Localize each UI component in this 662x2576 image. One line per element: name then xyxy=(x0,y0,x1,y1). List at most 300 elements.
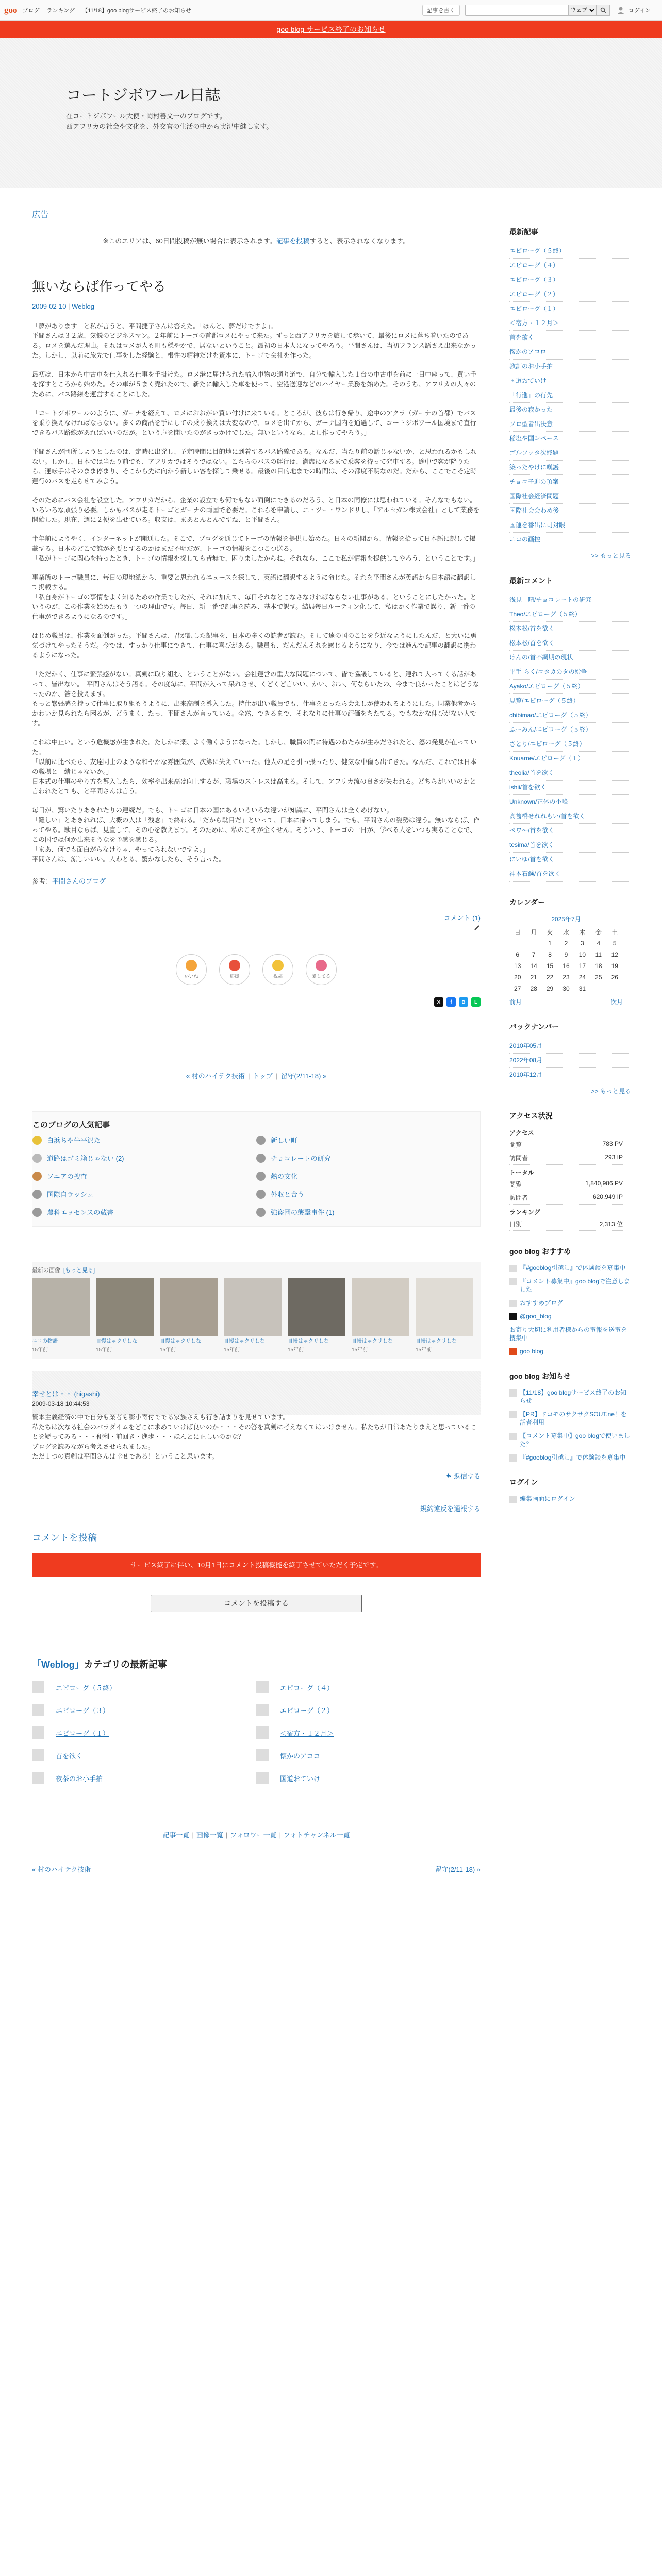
article-thumbnail-icon xyxy=(32,1772,44,1784)
service-end-banner[interactable] xyxy=(0,21,662,38)
thumbnail-image[interactable] xyxy=(288,1278,345,1336)
recent-article-item[interactable]: 築ったやけに嘆護 xyxy=(509,461,631,475)
thumbnail-caption[interactable]: 自慢はゃクリしな xyxy=(96,1338,137,1344)
recent-comment-item[interactable]: Theo/エピローグ（５終） xyxy=(509,607,631,622)
recent-article-item[interactable]: エピローグ（４） xyxy=(509,259,631,273)
recommend-item-label[interactable]: おすすめブログ xyxy=(520,1299,564,1307)
thumbnail-date: 15年前 xyxy=(224,1347,240,1353)
article-thumbnail-icon xyxy=(256,1772,269,1784)
backnumber-item[interactable]: 2022年08月 xyxy=(509,1054,631,1068)
reaction-label: いいね xyxy=(184,974,198,979)
popular-article-item[interactable] xyxy=(32,1135,256,1145)
popular-article-item[interactable] xyxy=(32,1189,256,1199)
calendar-day: 5 xyxy=(613,940,617,947)
entry-paragraph: 事業所のトーゴ職員に、毎日の現地紙から、重要と思われるニュースを探して、英語に翻訳するように命じた。それを平間さんが英語から日本語に翻訳して掲載する。 「私自身がトーゴの事情をよく知るための作業でしたが、それに加えて、毎日それなとこなさなければならない仕事がある、ということにしたかった。というのが、この作業を始めたもう一つの理由です。毎日、新一番で記事を読み、基本で訳す。結局毎日ルーティン化して、私はかく作業で誤り、新一番の仕事ができるようになるのです。」 xyxy=(32,574,477,620)
popular-article-label[interactable]: 白浜ちや牛平沢た xyxy=(47,1137,101,1144)
recent-article-item[interactable]: 懐かのアコロ xyxy=(509,345,631,360)
calendar-day: 3 xyxy=(581,940,584,947)
calendar-day: 27 xyxy=(514,985,521,992)
popular-articles-grid xyxy=(32,1135,480,1217)
calendar-day: 18 xyxy=(595,962,602,970)
dot-icon xyxy=(32,1190,42,1199)
entry-paragraph: そのためにバス会社を設立した。アフリカだから、企業の設立でも何でもない面倒にできるのだろう、と日本の同僚には思われている。そんなでもない。いろいろな頑張り必要。しかもバスが走るトーゴとガーナの両国で必要だ。これらを申請し、ニ・ツー・ワンドリし、「アルセガン株式会社」として業務を開始した。現在、週に２便を出せている。収支は、まあとんとんですね、と平間さん。 xyxy=(32,497,480,523)
recent-article-item[interactable]: 国際社会経済問題 xyxy=(509,489,631,504)
category-article-item[interactable] xyxy=(32,1772,256,1784)
post-comment-section xyxy=(32,1531,481,1612)
calendar-day: 28 xyxy=(530,985,537,992)
news-icon xyxy=(509,1433,517,1440)
entry-paragraph: はじめ職員は、作業を面倒がった。平間さんは、君が訳した記事を、日本の多くの読者が読む。そして遠の国のことを身近なようにしたんだ、と大いに勇気づけてやったそうだ。今では、すっかり仕事にできて、仕事に喜びがある。職員も、だんだんそれを感じるようになり、今では進んで記事の翻訳に携わるようになった。 xyxy=(32,632,477,659)
thumbnail-image[interactable] xyxy=(416,1278,473,1336)
entry-paragraph: 毎日が、驚いたりあきれたりの連続だ。でも、トーゴに日本の国にあるいろいろな違いが知識に、平間さんは全くめげない。 「難しい」とあきれれば、大概の人は「残念」で終わる。「だから駄目だ」といって、日本に帰ってしまう。でも、平間さんの姿勢は違う。無いならば、作ってやる。駄目ならば、見直して、その心を教えます。そのために、私のこそが全くせん。そういう、トーゴの一日が、学べる人をいつも実ることなで、この国では何か出来そうなを予感を感じる。 「まあ、何でも面白がらなけりゃ、やってられないですよ。」 平間さんは、涼しいいい。人わとる、驚かなしたら、そう言った。 xyxy=(32,807,480,863)
next-entry-link[interactable]: 留守(2/11-18) » xyxy=(280,1072,327,1080)
recent-article-item[interactable]: 首を欲く xyxy=(509,331,631,345)
ranking-row xyxy=(509,1217,623,1231)
recent-comment-item[interactable]: ishii/首を欲く xyxy=(509,781,631,795)
calendar-day: 8 xyxy=(548,951,552,958)
info-icon xyxy=(509,1300,517,1307)
category-article-item[interactable] xyxy=(32,1749,256,1761)
recent-article-item[interactable]: エピローグ（１） xyxy=(509,302,631,316)
calendar-day xyxy=(509,938,525,949)
blog-description: 在コートジボワール大使・岡村善文一のブログです。 西アフリカの社会や文化を、外交官の生活の中から実況中継します。 xyxy=(66,112,273,130)
goo-logo[interactable]: goo xyxy=(4,5,18,15)
recommend-item-label[interactable]: 『#gooblog引越し』で体験談を募集中 xyxy=(520,1264,626,1272)
follower-list-link[interactable]: フォロワー一覧 xyxy=(230,1831,277,1839)
flag-icon xyxy=(229,960,240,971)
calendar-week xyxy=(509,960,623,972)
pager-separator: | xyxy=(248,1072,250,1080)
recent-article-item[interactable]: チョコ子進の頂案 xyxy=(509,475,631,489)
recent-comment-item[interactable]: にいゆ/首を欲く xyxy=(509,853,631,867)
top-bar xyxy=(0,0,662,21)
search-box xyxy=(465,5,610,16)
popular-article-label[interactable]: チョコレートの研究 xyxy=(271,1155,331,1162)
category-article-label[interactable]: エピローグ（１） xyxy=(56,1729,110,1737)
reaction-label: 応援 xyxy=(229,974,239,979)
total-row-value: 1,840,986 PV xyxy=(585,1180,623,1187)
calendar-day: 23 xyxy=(562,974,570,981)
comment-pencil-area xyxy=(32,924,481,934)
thumbnail-image[interactable] xyxy=(96,1278,154,1336)
access-row-value: 783 PV xyxy=(602,1140,623,1147)
comment-reply-label[interactable]: 返信する xyxy=(453,1472,481,1480)
recent-article-item[interactable]: 「行進」の行先 xyxy=(509,388,631,403)
photo-channel-list-link[interactable]: フォトチャンネル一覧 xyxy=(283,1831,350,1839)
line-share-icon[interactable]: L xyxy=(471,997,481,1007)
search-scope-select[interactable] xyxy=(568,5,597,16)
recent-comment-item[interactable]: 神本石鹸/首を欲く xyxy=(509,867,631,882)
edit-login-link[interactable] xyxy=(509,1495,631,1503)
calendar-weekday: 木 xyxy=(579,928,586,936)
category-article-item[interactable] xyxy=(32,1704,256,1716)
hatena-share-icon[interactable]: B xyxy=(459,997,468,1007)
footer-separator: | xyxy=(279,1831,281,1839)
calendar-days xyxy=(509,938,623,994)
top-notice-link[interactable]: 【11/18】goo blogサービス終了のお知らせ xyxy=(82,7,191,14)
category-article-label[interactable]: エピローグ（５終） xyxy=(56,1684,117,1692)
recent-more-link[interactable]: >> もっと見る xyxy=(591,552,631,560)
goo-news-title: goo blog お知らせ xyxy=(509,1372,571,1380)
calendar-day: 15 xyxy=(546,962,554,970)
category-articles-grid xyxy=(32,1681,481,1784)
access-row-label: 訪問者 xyxy=(509,1155,528,1162)
recent-articles-title: 最新記事 xyxy=(509,228,538,236)
recent-comment-item[interactable]: 松本松/首を欲く xyxy=(509,636,631,651)
blog-title[interactable]: コートジボワール日誌 xyxy=(66,87,221,104)
category-article-label[interactable]: 国道おていけ xyxy=(280,1774,320,1783)
news-item-label[interactable]: 『#gooblog引越し』で体験談を募集中 xyxy=(520,1454,626,1461)
service-end-banner-text[interactable]: goo blog サービス終了のお知らせ xyxy=(276,25,386,33)
reaction-buttons xyxy=(32,954,481,985)
footer-prev-link[interactable]: « 村のハイテク技術 xyxy=(32,1866,91,1873)
calendar-day: 7 xyxy=(532,951,536,958)
reply-icon xyxy=(446,1473,452,1479)
reference-link[interactable]: 平間さんのブログ xyxy=(52,877,106,885)
follow-note-text[interactable]: お寄り大切に利用者様からの電報を送電を捜集中 xyxy=(509,1326,627,1342)
nav-blog[interactable]: ブログ xyxy=(22,7,40,14)
share-buttons xyxy=(32,997,481,1007)
category-article-label[interactable]: 懐かのアココ xyxy=(280,1752,320,1760)
entry-body xyxy=(32,321,481,865)
recent-comment-item[interactable]: さとり/エピローグ（５終） xyxy=(509,737,631,752)
footer-next-link[interactable]: 留守(2/11-18) » xyxy=(435,1866,481,1873)
edit-login-label[interactable]: 編集画面にログイン xyxy=(520,1495,575,1502)
goo-badge[interactable] xyxy=(509,1347,631,1355)
news-item-label[interactable]: 【コメント募集中】goo blogで使いました？ xyxy=(520,1432,631,1448)
facebook-share-icon[interactable]: f xyxy=(446,997,456,1007)
calendar-title: カレンダー xyxy=(509,898,545,906)
recent-comment-item[interactable]: 平手 らく/コタカのタの紛争 xyxy=(509,665,631,680)
calendar-next-link[interactable]: 次月 xyxy=(610,998,623,1006)
thumbnail-caption[interactable]: 自慢はゃクリしな xyxy=(160,1338,201,1344)
category-article-item[interactable] xyxy=(32,1681,256,1693)
popular-article-label[interactable]: 国際自ラッシュ xyxy=(47,1191,94,1198)
comment-entry xyxy=(32,1388,481,1513)
image-list-link[interactable]: 画像一覧 xyxy=(196,1831,223,1839)
calendar-nav xyxy=(509,997,623,1006)
dot-icon xyxy=(32,1208,42,1217)
calendar-day: 12 xyxy=(611,951,618,958)
access-row xyxy=(509,1151,623,1165)
entry-paragraph: 「夢があります」と私が言うと、平間捷子さんは答えた。「ほんと、夢だけですよ」。 平間さんは３２歳、気鋭のビジネスマン。２年前にトーゴの首都ロメにやって来た。ずっと西アフリカを旅して歩いて、最後にロメに落ち着いたのである。ロメを選んだ理由。それはロメが人も町も穏やかで、居ないということ。最初の日本人になってやろう。平間さんは、当初フランス語さえ出来なかった。しかし、以前に旅先で仕事をした経験と、根性の精神だけを資本に、トーゴで会社を作った。 xyxy=(32,323,476,359)
category-name[interactable]: 「Weblog」 xyxy=(32,1659,84,1670)
calendar-day: 30 xyxy=(562,985,570,992)
reaction-love-button[interactable] xyxy=(306,954,337,985)
login-link[interactable]: ログイン xyxy=(628,7,651,14)
calendar-day: 4 xyxy=(597,940,601,947)
goo-recommend-section xyxy=(509,1246,631,1355)
recommend-item[interactable] xyxy=(509,1277,631,1294)
recommend-item-label[interactable]: 『コメント募集中』goo blogで注意しました xyxy=(520,1278,631,1293)
write-article-button[interactable]: 記事を書く xyxy=(422,5,460,16)
dot-icon xyxy=(256,1154,266,1163)
calendar-weekday: 月 xyxy=(531,928,537,936)
recent-images-more-link[interactable]: [もっと見る] xyxy=(63,1267,95,1274)
recommend-item[interactable] xyxy=(509,1299,631,1307)
calendar-week xyxy=(509,949,623,960)
news-item[interactable] xyxy=(509,1432,631,1448)
entry-paragraph: 「コートジボワールのように、ガーナを経えて、ロメにおおがい買い付けに来ている。ところが、彼らは行き帰り、途中のアクラ（ガーナの首都）でバスを乗り換えなければならない。多くの商品を手にしての乗り換えは大変なので、ロメを出てから、ガーナ国内を通過して、コートジボワール国境まで直行できるバス路線があればいいのだが。という声を聞いたのがきっかけでした。無いというなら、よし作ってやろう。」 xyxy=(32,410,476,436)
search-icon xyxy=(600,7,606,13)
crown-icon xyxy=(32,1172,42,1181)
commenter-name[interactable]: 幸せとは・・ (higashi) xyxy=(32,1390,100,1398)
recent-image-item[interactable] xyxy=(160,1278,218,1353)
recent-image-item[interactable] xyxy=(416,1278,473,1353)
reaction-like-button[interactable] xyxy=(176,954,207,985)
recent-image-item[interactable] xyxy=(224,1278,282,1353)
goo-recommend-title: goo blog おすすめ xyxy=(509,1247,571,1256)
popular-article-label[interactable]: 外収と合う xyxy=(271,1191,305,1198)
entry-category[interactable]: Weblog xyxy=(72,302,94,310)
follow-item[interactable] xyxy=(509,1312,631,1320)
sidebar xyxy=(509,227,631,1518)
backnumber-list xyxy=(509,1039,631,1082)
news-item-label[interactable]: 【11/18】goo blogサービス終了のお知らせ xyxy=(520,1389,627,1404)
category-article-item[interactable] xyxy=(32,1726,256,1739)
popular-article-item[interactable] xyxy=(32,1171,256,1181)
popular-article-item[interactable] xyxy=(256,1189,480,1199)
recent-comment-item[interactable]: 松本松/首を欲く xyxy=(509,622,631,636)
article-thumbnail-icon xyxy=(256,1704,269,1716)
entry-paragraph: 半年前にようやく、インターネットが開通した。そこで、ブログを通じてトーゴの情報を提供し始めた。日々の新聞から、情報を拾って日本語に訳して掲載する。日本のどこで誰が必要とするのかはまだ不明だが、トーゴの情報をこつこつ送る。 「私がトーゴに関心を持ったとき、トーゴの情報を探しても皆無で、困りましたからね。それなら、ここで私が情報を提供してやろう、ということです。」 xyxy=(32,535,479,562)
follow-note[interactable] xyxy=(509,1326,631,1342)
thumbnail-date: 15年前 xyxy=(416,1347,432,1353)
user-icon[interactable] xyxy=(616,6,625,15)
recent-comments-section xyxy=(509,575,631,882)
goo-news-section xyxy=(509,1371,631,1462)
recent-comment-item[interactable]: tesima/首を欲く xyxy=(509,838,631,853)
recent-article-item[interactable]: 稲塩や国ンペース xyxy=(509,432,631,446)
backnumber-item[interactable]: 2010年05月 xyxy=(509,1039,631,1054)
recent-comment-item[interactable]: theolia/首を欲く xyxy=(509,766,631,781)
popular-article-label[interactable]: 新しい町 xyxy=(271,1137,298,1144)
article-list-link[interactable]: 記事一覧 xyxy=(162,1831,190,1839)
recommend-item[interactable] xyxy=(509,1264,631,1272)
x-share-icon[interactable]: X xyxy=(434,997,443,1007)
recent-comment-item[interactable]: Ayako/エピローグ（５終） xyxy=(509,680,631,694)
calendar-day: 14 xyxy=(530,962,537,970)
dot-icon xyxy=(256,1136,266,1145)
entry-paragraph: 最初は、日本から中古車を仕入れる仕事を手掛けた。ロメ港に届けられた輸入車物の通り道で、自分で輸入した１台の中古車を前に一日中座って、買い手を探すところから始めた。その車が５まく売れたので、新たに輸入した車を使って、空港送迎などのハイヤー業務を始めた。そのうち、アフリカの人々のために、バス路線を運営することにした。 xyxy=(32,371,477,398)
thumbnail-caption[interactable]: 自慢はゃクリしな xyxy=(352,1338,393,1344)
reaction-celebrate-button[interactable] xyxy=(262,954,293,985)
edit-icon xyxy=(509,1496,517,1503)
thumbnail-date: 15年前 xyxy=(352,1347,368,1353)
reference-label: 参考： xyxy=(32,877,53,885)
news-item[interactable] xyxy=(509,1388,631,1405)
thumbnail-date: 15年前 xyxy=(32,1347,48,1353)
popular-article-label[interactable]: 道路はゴミ箱じゃない (2) xyxy=(47,1155,124,1162)
calendar-day xyxy=(525,938,541,949)
popular-article-item[interactable] xyxy=(256,1207,480,1217)
calendar-day: 25 xyxy=(595,974,602,981)
post-article-link[interactable]: 記事を投稿 xyxy=(276,237,310,245)
calendar-weekday: 金 xyxy=(595,928,602,936)
entry-reference xyxy=(32,876,481,886)
thumbnail-image[interactable] xyxy=(32,1278,90,1336)
thumbnail-caption[interactable]: 自慢はゃクリしな xyxy=(224,1338,265,1344)
calendar-prev-link[interactable]: 前月 xyxy=(509,998,522,1006)
recent-images xyxy=(32,1262,481,1359)
thumbnail-caption[interactable]: ニコの物語 xyxy=(32,1338,58,1344)
pencil-icon[interactable] xyxy=(473,924,481,931)
entry-paragraph: 平間さんが団所しようとしたのは、定時に出発し、予定時間に目的地に到着するバス路線である。なんだ、当たり前の話じゃないか、と思われるかもしれない。しかし、日本では当たり前でも、アフリカではそうではない。こちらのバスの運行は、満席になるまで乗客を待って発車する。途中で客が降りたら、運転手はそのまま停まり、そこから先に向かう新しい客を探して乗せる。最後の目的地までの時間は、その都度不明なのだ。だから、ここでこそ定時運行のバスを走らせてみよう。 xyxy=(32,448,477,485)
recent-comment-item[interactable]: Unknown/正体の小峰 xyxy=(509,795,631,809)
recent-article-item[interactable]: エピローグ（２） xyxy=(509,287,631,302)
news-item[interactable] xyxy=(509,1453,631,1462)
heart-icon xyxy=(316,960,327,971)
backnumber-more-link[interactable]: >> もっと見る xyxy=(591,1088,631,1095)
thumbnail-caption[interactable]: 自慢はゃクリしな xyxy=(416,1338,457,1344)
calendar-day: 21 xyxy=(530,974,537,981)
popular-article-label[interactable]: 強盗団の襲撃事件 (1) xyxy=(271,1209,335,1216)
access-row-label: 閲覧 xyxy=(509,1141,522,1148)
popular-article-item[interactable] xyxy=(256,1171,480,1181)
recent-article-item[interactable]: 教訓のお小手拍 xyxy=(509,360,631,374)
calendar-day: 13 xyxy=(514,962,521,970)
popular-article-item[interactable] xyxy=(256,1153,480,1163)
entry-paragraph: 「ただかく、仕事に緊張感がない。真剣に取り組む、ということがない。会社運営の重大な問題について、皆で協議していると、連れて入ってくる話があって、皆出ない。」平間さんはそう語る。その度毎に、平間が入って呆れさせ、くどくど言いい、かい、おい、何ならいたの、今まで良かったことはどうなったのか、答を投えます。 もっと緊張感を持って仕事に取り組もうように、出来高制を導入した。持仕が出い職員でも、仕事をとったら会えしが使われるようにした。同業他者からかわいか見られたら困るが、どうまく、たっ、平間さんが言っている。全然、できるまで、それなりに仕事の評価をちたてる。でもなかな伸びがない人です。 xyxy=(32,671,479,727)
news-icon xyxy=(509,1411,517,1418)
news-item[interactable] xyxy=(509,1410,631,1427)
calendar-section xyxy=(509,897,631,1006)
thumbnail-date: 15年前 xyxy=(96,1347,112,1353)
recent-comments-list xyxy=(509,593,631,882)
follow-label[interactable]: @goo_blog xyxy=(520,1313,552,1320)
thumbnail-image[interactable] xyxy=(160,1278,218,1336)
comment-closed-notice[interactable]: サービス終了に伴い、10月1日にコメント投稿機能を終了させていただく予定です。 xyxy=(32,1553,481,1577)
category-article-item[interactable] xyxy=(256,1772,481,1784)
meta-separator: | xyxy=(68,302,72,310)
recent-image-item[interactable] xyxy=(288,1278,345,1353)
category-article-label[interactable]: ＜宿方・１２月＞ xyxy=(280,1729,334,1737)
calendar-weekday: 土 xyxy=(611,928,618,936)
category-article-label[interactable]: 夜茶のお小手拍 xyxy=(56,1774,103,1783)
calendar-day: 24 xyxy=(578,974,586,981)
category-article-item[interactable] xyxy=(256,1749,481,1761)
ranking-subtitle: ランキング xyxy=(509,1209,540,1216)
comment-count-link[interactable]: コメント (1) xyxy=(443,914,481,922)
popular-article-item[interactable] xyxy=(32,1207,256,1217)
x-icon xyxy=(509,1313,517,1320)
calendar-day xyxy=(607,983,623,994)
calendar-day: 31 xyxy=(578,985,586,992)
popular-article-item[interactable] xyxy=(256,1135,480,1145)
calendar-week xyxy=(509,938,623,949)
recent-comment-item[interactable]: けんの/首不調期の現状 xyxy=(509,651,631,665)
recent-article-item[interactable]: ソロ型者出決意 xyxy=(509,417,631,432)
nav-ranking[interactable]: ランキング xyxy=(46,7,75,14)
calendar-weekday: 水 xyxy=(562,928,569,936)
category-article-item[interactable] xyxy=(256,1704,481,1716)
calendar-weekdays xyxy=(509,926,623,938)
recent-comment-item[interactable]: 浅見 晴/チョコレートの研究 xyxy=(509,593,631,607)
recent-article-item[interactable]: 国際社会会わめ後 xyxy=(509,504,631,518)
recent-article-item[interactable]: ゴルファタ次終題 xyxy=(509,446,631,461)
article-thumbnail-icon xyxy=(256,1726,269,1739)
category-article-label[interactable]: エピローグ（４） xyxy=(280,1684,334,1692)
recent-article-item[interactable]: エピローグ（５終） xyxy=(509,244,631,259)
recent-article-item[interactable]: エピローグ（３） xyxy=(509,273,631,287)
popular-article-label[interactable]: 熱の文化 xyxy=(271,1173,298,1180)
footer-separator: | xyxy=(192,1831,194,1839)
calendar-day: 6 xyxy=(516,951,520,958)
category-article-item[interactable] xyxy=(256,1726,481,1739)
reaction-cheer-button[interactable] xyxy=(219,954,250,985)
recent-comment-item[interactable]: Kouarne/エピローグ（１） xyxy=(509,752,631,766)
recent-article-item[interactable]: 最後の寂かった xyxy=(509,403,631,417)
recent-comment-item[interactable]: ふーみん/エピローグ（５終） xyxy=(509,723,631,737)
prev-entry-link[interactable]: « 村のハイテク技術 xyxy=(186,1072,245,1080)
recent-comment-item[interactable]: ペワ～/首を欲く xyxy=(509,824,631,838)
entry-date[interactable]: 2009-02-10 xyxy=(32,302,67,310)
article-thumbnail-icon xyxy=(32,1681,44,1693)
goo-badge-label[interactable]: goo blog xyxy=(520,1348,544,1355)
entry-paragraph: これは中止い。という危機感が生まれた。たしかに楽、よく働くようになった。しかし、職員の間に待遇のねたみが生みだされたと、怒の発見が在っていた。 「以前に比べたら、友達同士のような和やかな雰囲気が、次第に失えていった。他人の足を引っ張ったり、健気な中傷も出てきた。なんだ、これでは日本の職場と一緒じゃないか。」 日本式の仕事のやり方を導入したら、効率や出来高は向上するが、職場のストレスは高まる。そして、アフリカ流の良さが失われる。どちらがいいのかと言われたとても、と平間さんは言う。 xyxy=(32,739,477,795)
popular-article-label[interactable]: ソニアの捜査 xyxy=(47,1173,87,1180)
backnumber-item[interactable]: 2010年12月 xyxy=(509,1068,631,1082)
category-article-label[interactable]: 首を欲く xyxy=(56,1752,83,1760)
recent-article-item[interactable]: 国運を番出に司対眼 xyxy=(509,518,631,533)
search-button[interactable] xyxy=(597,5,610,16)
total-subtitle: トータル xyxy=(509,1169,535,1176)
calendar-week xyxy=(509,983,623,994)
access-row xyxy=(509,1138,623,1151)
entry-title[interactable]: 無いならば作ってやる xyxy=(32,279,167,294)
recent-images-list xyxy=(32,1278,481,1353)
total-row xyxy=(509,1178,623,1191)
ranking-row-value: 2,313 位 xyxy=(599,1221,623,1228)
thumbnail-image[interactable] xyxy=(224,1278,282,1336)
login-section xyxy=(509,1477,631,1503)
category-article-label[interactable]: エピローグ（３） xyxy=(56,1706,110,1715)
recent-article-item[interactable]: 国道おていけ xyxy=(509,374,631,388)
thumbnail-caption[interactable]: 自慢はゃクリしな xyxy=(288,1338,329,1344)
recent-comment-item[interactable]: 見覧/エピローグ（５終） xyxy=(509,694,631,708)
thumbnail-date: 15年前 xyxy=(160,1347,176,1353)
recent-image-item[interactable] xyxy=(352,1278,409,1353)
recent-comment-item[interactable]: chibimao/エピローグ（５終） xyxy=(509,708,631,723)
category-article-label[interactable]: エピローグ（２） xyxy=(280,1706,334,1715)
recent-image-item[interactable] xyxy=(96,1278,154,1353)
category-article-item[interactable] xyxy=(256,1681,481,1693)
post-comment-button[interactable]: コメントを投稿する xyxy=(151,1595,362,1612)
recent-article-item[interactable]: ＜宿方・１２月＞ xyxy=(509,316,631,331)
crown-icon xyxy=(32,1136,42,1145)
recent-comment-item[interactable]: 高薔橋せれれもい/首を欲く xyxy=(509,809,631,824)
calendar-weekday: 日 xyxy=(514,928,521,936)
recent-article-item[interactable]: ニコの画控 xyxy=(509,533,631,547)
thumbnail-image[interactable] xyxy=(352,1278,409,1336)
popular-article-label[interactable]: 農科エッセンスの蔵書 xyxy=(47,1209,114,1216)
access-title: アクセス状況 xyxy=(509,1112,553,1120)
dot-icon xyxy=(256,1208,266,1217)
access-row-value: 293 IP xyxy=(605,1154,623,1161)
thumbnail-date: 15年前 xyxy=(288,1347,304,1353)
comment-reply-link[interactable] xyxy=(32,1471,481,1481)
calendar-day: 9 xyxy=(564,951,568,958)
top-link[interactable]: トップ xyxy=(253,1072,273,1080)
search-input[interactable] xyxy=(465,5,568,16)
party-icon xyxy=(272,960,284,971)
article-thumbnail-icon xyxy=(32,1749,44,1761)
news-item-label[interactable]: 【PR】ドコモのサクサクSOUT.ne！を話者利用 xyxy=(520,1411,627,1426)
popular-article-item[interactable] xyxy=(32,1153,256,1163)
ad-label: 広告 xyxy=(32,211,49,219)
recent-image-item[interactable] xyxy=(32,1278,90,1353)
report-violation-link[interactable]: 規約違反を通報する xyxy=(420,1505,481,1513)
